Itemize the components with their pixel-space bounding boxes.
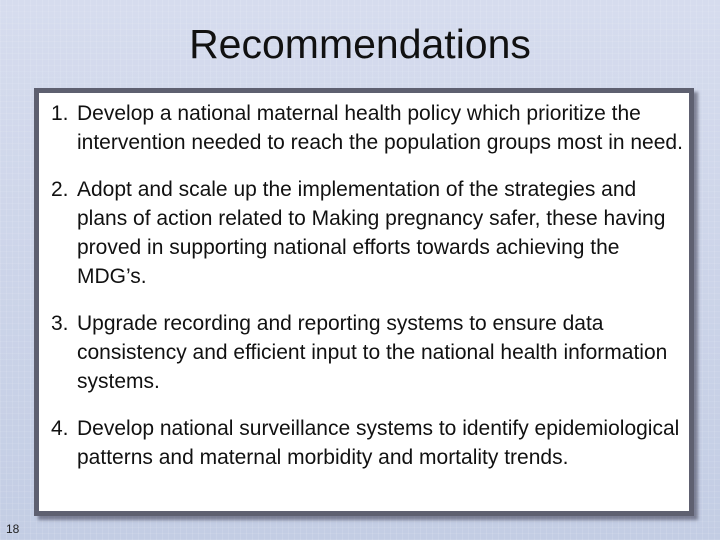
recommendation-item (39, 175, 689, 291)
recommendation-number: 2. (51, 178, 69, 201)
recommendation-text: Develop a national maternal health policy which prioritize the intervention needed to reach the population groups most in need. (77, 102, 683, 154)
recommendation-item (39, 414, 689, 472)
recommendation-text: Develop national surveillance systems to identify epidemiological patterns and maternal morbidity and mortality trends. (77, 417, 680, 469)
recommendation-number: 4. (51, 417, 69, 440)
page-number: 18 (6, 522, 20, 536)
recommendation-text: Adopt and scale up the implementation of the strategies and plans of action related to Making pregnancy safer, these having proved in supporting national efforts towards achieving the MDG’s. (77, 178, 666, 288)
recommendations-list (39, 93, 689, 472)
recommendation-text: Upgrade recording and reporting systems to ensure data consistency and efficient input to the national health information systems. (77, 312, 668, 393)
recommendation-number: 3. (51, 312, 69, 335)
recommendation-number: 1. (51, 102, 69, 125)
recommendation-item (39, 309, 689, 396)
recommendation-item (39, 99, 689, 157)
slide-title: Recommendations (189, 21, 531, 67)
content-panel (34, 88, 694, 516)
